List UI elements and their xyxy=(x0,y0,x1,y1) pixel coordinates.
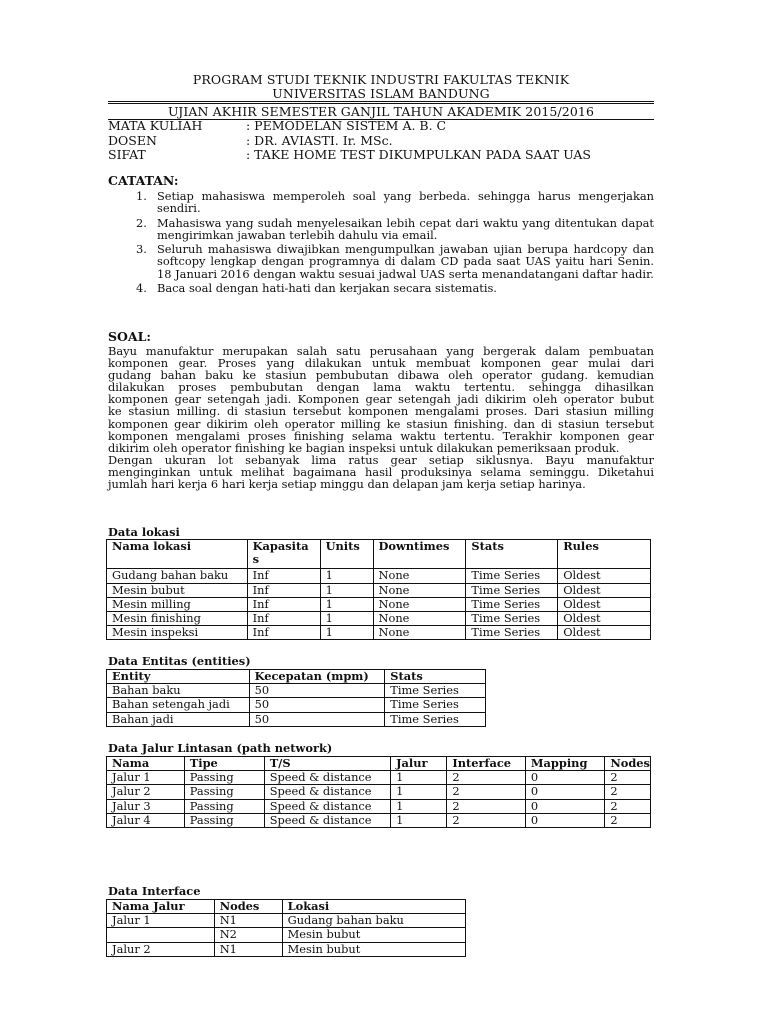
column-header: T/S xyxy=(264,757,390,771)
note-item xyxy=(108,190,654,215)
table-cell: None xyxy=(373,583,466,597)
table-cell: 1 xyxy=(320,583,373,597)
table-cell: Speed & distance xyxy=(264,799,390,813)
column-header: Downtimes xyxy=(373,540,466,569)
entitas-caption: Data Entitas (entities) xyxy=(108,654,251,668)
soal-line: menginginkan untuk melihat bagaimana hasil produksinya selama seminggu. Diketahui xyxy=(108,464,654,479)
table-cell: 1 xyxy=(320,626,373,640)
soal-line: dikirim oleh operator finishing ke bagian inspeksi untuk dilakukan pemeriksaan produk. xyxy=(108,440,620,455)
table-row xyxy=(107,799,651,813)
table-row xyxy=(107,914,466,928)
table-header-row xyxy=(107,900,466,914)
table-row xyxy=(107,569,651,583)
lokasi-caption: Data lokasi xyxy=(108,525,180,539)
meta-value: : DR. AVIASTI. Ir. MSc. xyxy=(246,132,393,148)
soal-line: Bayu manufaktur merupakan salah satu perusahaan yang bergerak dalam pembuatan xyxy=(108,344,654,358)
note-item xyxy=(108,282,654,294)
university-name: UNIVERSITAS ISLAM BANDUNG xyxy=(272,86,490,101)
meta-key: DOSEN xyxy=(108,132,157,148)
notes-title: CATATAN: xyxy=(108,173,179,188)
column-header: Units xyxy=(320,540,373,569)
note-number: 2. xyxy=(136,215,147,230)
column-header: Mapping xyxy=(525,757,604,771)
column-header: Entity xyxy=(107,670,250,684)
table-row xyxy=(107,583,651,597)
note-number: 1. xyxy=(136,189,147,203)
table-row xyxy=(107,698,486,712)
note-text: Seluruh mahasiswa diwajibkan mengumpulkan jawaban ujian berupa hardcopy dan softcopy lengkap dengan programnya di dalam CD pada saat UAS yaitu hari Senin. 18 Januari 2016 dengan waktu sesuai jadwal UAS serta menandatangani daftar hadir. xyxy=(157,242,654,281)
table-row xyxy=(107,712,486,726)
table-cell xyxy=(107,928,215,942)
table-cell: Oldest xyxy=(558,569,651,583)
note-number: 4. xyxy=(136,281,147,296)
table-cell: 0 xyxy=(525,785,604,799)
soal-line: komponen gear dikirim oleh operator milling ke stasiun finishing. dan di stasiun tersebut xyxy=(108,416,654,431)
table-cell: Time Series xyxy=(466,612,558,626)
table-cell: 0 xyxy=(525,799,604,813)
table-cell: Inf xyxy=(247,569,320,583)
interface-caption: Data Interface xyxy=(108,884,201,898)
column-header: Kapasitas xyxy=(247,540,320,569)
soal-paragraph xyxy=(108,345,654,490)
table-cell: Inf xyxy=(247,583,320,597)
table-cell: Time Series xyxy=(466,569,558,583)
table-row xyxy=(107,626,651,640)
table-cell: Time Series xyxy=(385,698,486,712)
table-cell: Jalur 4 xyxy=(107,813,185,827)
table-cell: N2 xyxy=(214,928,282,942)
note-item xyxy=(108,243,654,280)
meta-value: : PEMODELAN SISTEM A. B. C xyxy=(246,118,447,133)
table-row xyxy=(107,771,651,785)
soal-title: SOAL: xyxy=(108,329,152,344)
column-header: Rules xyxy=(558,540,651,569)
table-cell: Mesin bubut xyxy=(282,942,465,956)
table-row xyxy=(107,813,651,827)
table-cell: Mesin finishing xyxy=(107,612,248,626)
column-header: Kecepatan (mpm) xyxy=(249,670,385,684)
column-header: Nodes xyxy=(214,900,282,914)
soal-line: Dengan ukuran lot sebanyak lima ratus gear setiap siklusnya. Bayu manufaktur xyxy=(108,452,654,467)
table-cell: Speed & distance xyxy=(264,785,390,799)
table-cell: Jalur 1 xyxy=(107,771,185,785)
soal-line: jumlah hari kerja 6 hari kerja setiap minggu dan delapan jam kerja setiap harinya. xyxy=(108,477,586,492)
table-cell: Oldest xyxy=(558,583,651,597)
table-cell: Bahan jadi xyxy=(107,712,250,726)
table-cell: 2 xyxy=(605,799,651,813)
exam-title: UJIAN AKHIR SEMESTER GANJIL TAHUN AKADEMIK 2015/2016 xyxy=(167,104,594,119)
table-cell: 50 xyxy=(249,712,385,726)
table-cell: Inf xyxy=(247,612,320,626)
meta-row-lecturer xyxy=(108,134,591,149)
table-cell: Speed & distance xyxy=(264,771,390,785)
soal-line: dilakukan proses pembubutan dengan lama waktu tertentu. sehingga dihasilkan xyxy=(108,380,654,395)
table-cell: Jalur 1 xyxy=(107,914,215,928)
exam-meta xyxy=(108,119,591,163)
table-cell: 0 xyxy=(525,813,604,827)
table-cell: Passing xyxy=(184,799,264,813)
table-row xyxy=(107,928,466,942)
note-text: Baca soal dengan hati-hati dan kerjakan secara sistematis. xyxy=(157,281,497,296)
table-cell: Jalur 2 xyxy=(107,942,215,956)
header-rule-top xyxy=(108,101,654,102)
table-cell: 1 xyxy=(391,799,447,813)
table-cell: 50 xyxy=(249,684,385,698)
table-cell: 2 xyxy=(605,771,651,785)
interface-table xyxy=(106,899,466,957)
table-cell: 1 xyxy=(320,597,373,611)
table-cell: Time Series xyxy=(466,597,558,611)
table-cell: N1 xyxy=(214,914,282,928)
table-row xyxy=(107,684,486,698)
column-header: Nama Jalur xyxy=(107,900,215,914)
table-cell: 1 xyxy=(391,785,447,799)
column-header: Nama xyxy=(107,757,185,771)
column-header: Stats xyxy=(466,540,558,569)
table-cell: 50 xyxy=(249,698,385,712)
lokasi-table xyxy=(106,539,651,640)
table-cell: 2 xyxy=(605,813,651,827)
program-title: PROGRAM STUDI TEKNIK INDUSTRI FAKULTAS TEKNIK xyxy=(192,72,570,87)
table-row xyxy=(107,612,651,626)
table-row xyxy=(107,942,466,956)
jalur-table xyxy=(106,756,651,828)
table-cell: 2 xyxy=(447,785,526,799)
meta-row-course xyxy=(108,119,591,134)
table-cell: Gudang bahan baku xyxy=(107,569,248,583)
column-header: Jalur xyxy=(391,757,447,771)
table-cell: Passing xyxy=(184,785,264,799)
table-cell: 1 xyxy=(320,569,373,583)
table-cell: Time Series xyxy=(385,712,486,726)
note-text: Mahasiswa yang sudah menyelesaikan lebih cepat dari waktu yang ditentukan dapat mengirimkan jawaban terlebih dahulu via email. xyxy=(157,215,654,242)
table-cell: Gudang bahan baku xyxy=(282,914,465,928)
table-cell: Mesin milling xyxy=(107,597,248,611)
table-header-row xyxy=(107,757,651,771)
soal-line: komponen gear. Proses yang dilakukan untuk membuat komponen gear mulai dari xyxy=(108,356,654,371)
table-cell: None xyxy=(373,597,466,611)
column-header: Tipe xyxy=(184,757,264,771)
table-cell: None xyxy=(373,612,466,626)
table-cell: Time Series xyxy=(385,684,486,698)
note-text: Setiap mahasiswa memperoleh soal yang berbeda. sehingga harus mengerjakan sendiri. xyxy=(157,189,654,216)
meta-key: MATA KULIAH xyxy=(108,118,203,133)
table-row xyxy=(107,785,651,799)
table-header-row xyxy=(107,540,651,569)
table-cell: N1 xyxy=(214,942,282,956)
column-header: Stats xyxy=(385,670,486,684)
column-header: Nama lokasi xyxy=(107,540,248,569)
table-cell: 2 xyxy=(447,771,526,785)
column-header: Nodes xyxy=(605,757,651,771)
table-cell: 2 xyxy=(447,813,526,827)
table-cell: Passing xyxy=(184,813,264,827)
table-cell: Bahan setengah jadi xyxy=(107,698,250,712)
table-cell: Bahan baku xyxy=(107,684,250,698)
table-cell: 0 xyxy=(525,771,604,785)
table-cell: Mesin inspeksi xyxy=(107,626,248,640)
note-number: 3. xyxy=(136,242,147,257)
note-item xyxy=(108,217,654,242)
soal-line: komponen gear setengah jadi. Komponen gear setengah jadi dikirim oleh operator bubut xyxy=(108,392,654,407)
table-row xyxy=(107,597,651,611)
table-cell: 2 xyxy=(605,785,651,799)
table-cell: None xyxy=(373,626,466,640)
table-cell: Speed & distance xyxy=(264,813,390,827)
meta-key: SIFAT xyxy=(108,147,146,162)
table-cell: Jalur 2 xyxy=(107,785,185,799)
meta-value: : TAKE HOME TEST DIKUMPULKAN PADA SAAT UAS xyxy=(246,147,591,162)
table-cell: 2 xyxy=(447,799,526,813)
table-cell: Inf xyxy=(247,597,320,611)
table-cell: 1 xyxy=(391,813,447,827)
table-cell: 1 xyxy=(391,771,447,785)
soal-line: gudang bahan baku ke stasiun pembubutan dibawa oleh operator gudang. kemudian xyxy=(108,368,654,383)
table-cell: Oldest xyxy=(558,626,651,640)
table-cell: Mesin bubut xyxy=(107,583,248,597)
table-cell: Time Series xyxy=(466,626,558,640)
notes-list xyxy=(108,190,654,296)
soal-line: komponen mengalami proses finishing selama waktu tertentu. Terakhir komponen gear xyxy=(108,428,654,443)
table-cell: Time Series xyxy=(466,583,558,597)
column-header: Interface xyxy=(447,757,526,771)
table-cell: Oldest xyxy=(558,612,651,626)
column-header: Lokasi xyxy=(282,900,465,914)
table-cell: Mesin bubut xyxy=(282,928,465,942)
meta-row-nature xyxy=(108,148,591,163)
table-cell: Oldest xyxy=(558,597,651,611)
table-cell: 1 xyxy=(320,612,373,626)
table-cell: None xyxy=(373,569,466,583)
soal-line: ke stasiun milling. di stasiun tersebut komponen mengalami proses. Dari stasiun milling xyxy=(108,404,654,419)
table-header-row xyxy=(107,670,486,684)
entitas-table xyxy=(106,669,486,727)
table-cell: Passing xyxy=(184,771,264,785)
table-cell: Jalur 3 xyxy=(107,799,185,813)
jalur-caption: Data Jalur Lintasan (path network) xyxy=(108,741,333,755)
table-cell: Inf xyxy=(247,626,320,640)
